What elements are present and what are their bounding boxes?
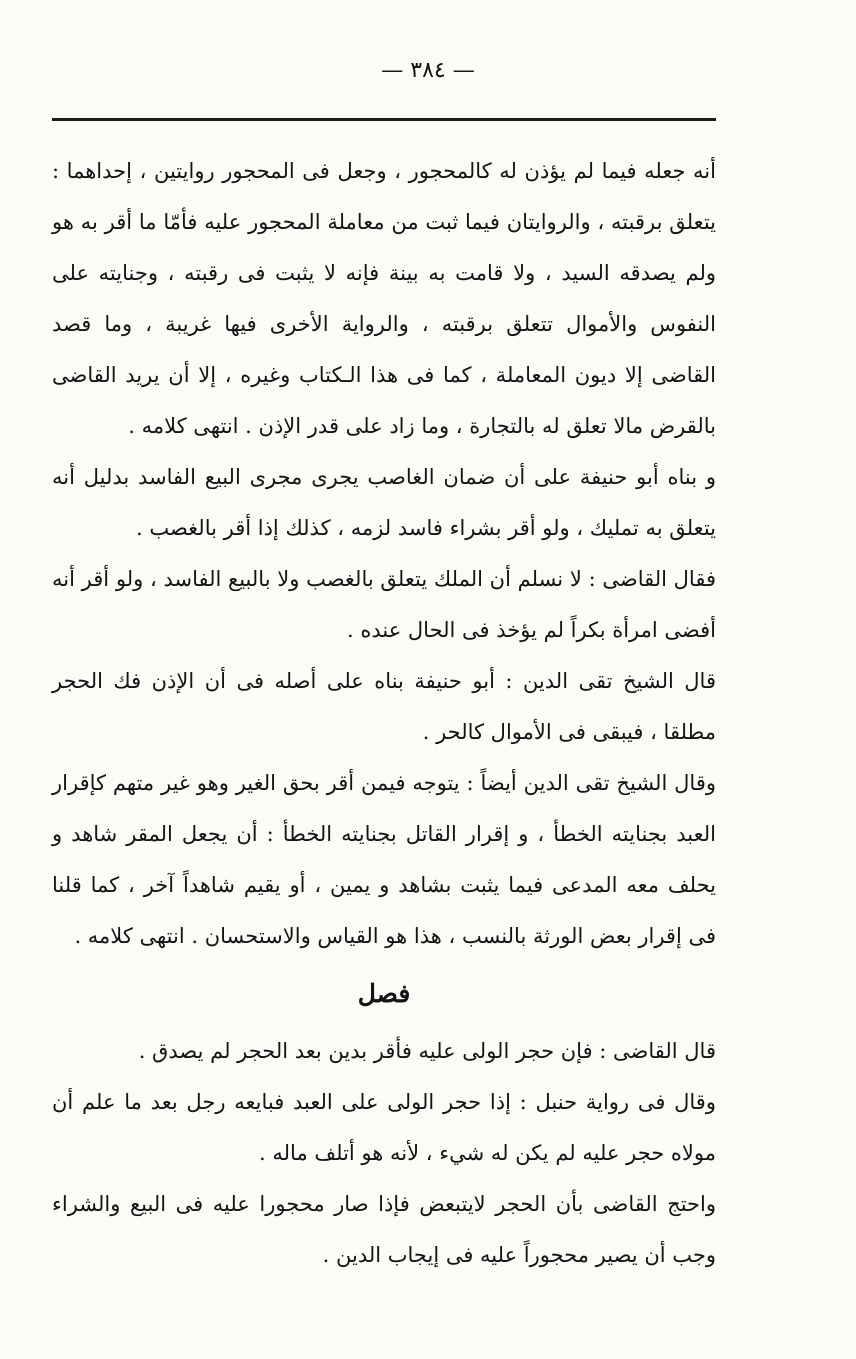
paragraph: واحتج القاضى بأن الحجر لايتبعض فإذا صار محجورا عليه فى البيع والشراء وجب أن يصير محجوراً عليه فى إيجاب الدين . xyxy=(52,1192,716,1267)
paragraph: و بناه أبو حنيفة على أن ضمان الغاصب يجرى مجرى البيع الفاسد بدليل أنه يتعلق به تمليك ، ولو أقر بشراء فاسد لزمه ، كذلك إذا أقر بالغصب . xyxy=(52,465,716,540)
paragraph: قال القاضى : فإن حجر الولى عليه فأقر بدين بعد الحجر لم يصدق . xyxy=(138,1039,716,1063)
page-number: — ٣٨٤ — xyxy=(381,58,475,83)
paragraph: وقال الشيخ تقى الدين أيضاً : يتوجه فيمن أقر بحق الغير وهو غير متهم كإقرار العبد بجنايته الخطأ ، و إقرار القاتل بجنايته الخطأ : أن يجعل المقر شاهد و يحلف معه المدعى فيما يثبت بشاهد و يمين ، أو يقيم شاهداً آخر ، كما قلنا فى إقرار بعض الورثة بالنسب ، هذا هو القياس والاستحسان . انتهى كلامه . xyxy=(52,771,716,948)
paragraph: وقال فى رواية حنبل : إذا حجر الولى على العبد فبايعه رجل بعد ما علم أن مولاه حجر عليه لم يكن له شيء ، لأنه هو أتلف ماله . xyxy=(52,1090,716,1165)
paragraph: فقال القاضى : لا نسلم أن الملك يتعلق بالغصب ولا بالبيع الفاسد ، ولو أقر أنه أفضى امرأة بكراً لم يؤخذ فى الحال عنده . xyxy=(52,567,716,642)
header-rule xyxy=(52,118,716,121)
paragraph: أنه جعله فيما لم يؤذن له كالمحجور ، وجعل فى المحجور روايتين ، إحداهما : يتعلق برقبته ، والروايتان فيما ثبت من معاملة المحجور عليه فأمّا ما أقر به هو ولم يصدقه السيد ، ولا قامت به بينة فإنه لا يثبت فى رقبته ، وجنايته على النفوس والأموال تتعلق برقبته ، والرواية الأخرى فيها غريبة ، وما قصد القاضى إلا ديون المعاملة ، كما فى هذا الـكتاب وغيره ، إلا أن يريد القاضى بالقرض مالا تعلق له بالتجارة ، وما زاد على قدر الإذن . انتهى كلامه . xyxy=(52,159,716,438)
section-title: فصل xyxy=(357,979,411,1008)
page-body xyxy=(52,146,716,1281)
paragraph: قال الشيخ تقى الدين : أبو حنيفة بناه على أصله فى أن الإذن فك الحجر مطلقا ، فيبقى فى الأموال كالحر . xyxy=(52,669,716,744)
